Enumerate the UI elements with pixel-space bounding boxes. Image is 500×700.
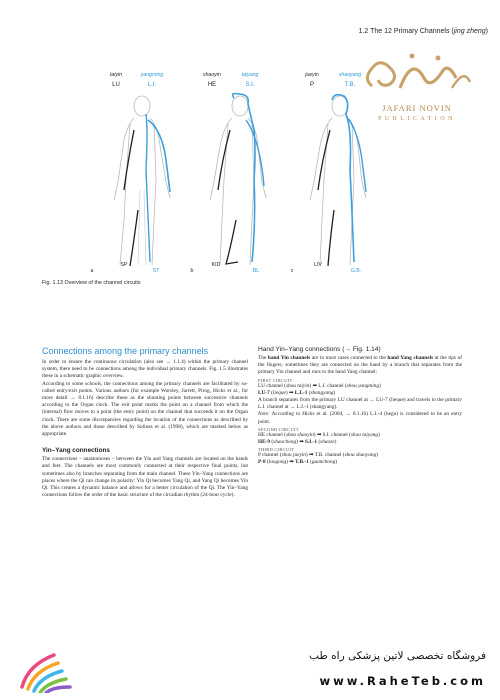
c2-l2-f: ( <box>317 439 321 446</box>
c1-l2-f: ( <box>307 389 311 396</box>
c1-l1-b: shou taiyin <box>285 382 310 389</box>
store-website[interactable]: www.RaheTeb.com <box>319 674 486 688</box>
c1-l2-a: LU-7 <box>258 389 270 396</box>
c2-l1-d: shou taiyang <box>350 431 379 438</box>
label-yang-name-a: yangming <box>140 72 164 78</box>
body-figure-c <box>310 95 366 266</box>
body-figure-b <box>210 94 266 266</box>
note-label: Note: <box>258 411 270 418</box>
label-yang-name-b: taiyang <box>241 72 259 78</box>
first-circuit-label: FIRST CIRCUIT <box>258 377 293 383</box>
store-banner <box>0 637 500 700</box>
c3-l2-h: ) <box>335 459 338 466</box>
c1-l1-a: LU channel ( <box>258 382 286 389</box>
label-yang-abbr-c: T.B. <box>344 82 356 88</box>
store-name-persian: فروشگاه تخصصی لاتین پزشکی راه طب <box>309 650 486 662</box>
figure-caption: Fig. 1.13 Overview of the channel circuits <box>42 280 141 286</box>
first-circuit-line-2 <box>258 390 462 397</box>
first-circuit-line-1 <box>258 383 462 390</box>
label-yin-abbr-b: HE <box>207 82 217 88</box>
paragraph-1: In order to ensure the continuous circulation (also see → 1.1.4) within the primary channel system, there need to be connections among the individual primary channels. Fig. 1.5 illustrates these in a schematic graphic overview. <box>42 359 248 380</box>
c2-l2-a: HE-9 <box>258 439 271 446</box>
logo-name: JAFARI NOVIN <box>382 103 452 113</box>
c2-l2-d: ) ➡ <box>296 439 305 446</box>
c3-l2-f: ( <box>308 459 312 466</box>
c2-l2-g: shaoze <box>320 439 335 446</box>
c3-l2-g: guanchong <box>311 459 336 466</box>
label-yin-abbr-c: P <box>309 82 314 88</box>
label-end-c: G.B. <box>350 268 362 274</box>
logo-sub: PUBLICATION <box>378 116 456 122</box>
intro-text-e: at the tips of the fingers; sometimes they are connected on the hand by a branch that separates from the primary Yin channel and runs to the hand Yang channel: <box>258 355 463 376</box>
c1-l2-h: ) <box>333 389 336 396</box>
intro-text-c: are in most cases connected to the <box>310 355 388 361</box>
c2-l2-h: ) <box>334 439 337 446</box>
panel-letter-a: a <box>90 268 94 274</box>
second-circuit-line-1 <box>258 432 462 439</box>
c1-l2-c: lieque <box>272 389 286 396</box>
running-header <box>359 28 488 35</box>
c3-l1-b: shou jueyin <box>281 452 306 459</box>
label-yang-name-c: shaoyang <box>338 72 362 78</box>
c3-l2-a: P-8 <box>258 459 266 466</box>
c2-l1-a: HE channel ( <box>258 431 286 438</box>
c2-l2-e: S.I.-1 <box>304 439 318 446</box>
label-yin-name-c: jueyin <box>305 72 319 78</box>
paragraph-3: The connections – anastomoses – between the Yin and Yang channels are located on the hands and feet. The channels are most commonly connected at their respective final points, but sometimes also by branches separating from the main channel. These Yin–Yang connections are places where the Qi can change its polarity: Yin Qi becomes Yang Qi, and Yang Qi becomes Yin Qi. This creates a dynamic balance and allows for a better circulation of the Qi. The Yin–Yang connections follow the order of the basic structure of the circadian rhythm (24-hour cycle). <box>42 456 248 499</box>
second-circuit-label: SECOND CIRCUIT <box>258 426 299 432</box>
c3-l1-a: P channel ( <box>258 452 282 459</box>
left-column <box>42 346 248 499</box>
c3-l1-c: ) ➡ T.B. channel ( <box>305 452 345 459</box>
third-circuit-label: THIRD CIRCUIT <box>258 447 295 453</box>
store-logo-icon <box>14 647 80 693</box>
c2-l1-c: ) ➡ S.I. channel ( <box>313 431 351 438</box>
c3-l1-e: ) <box>376 452 378 459</box>
c1-l2-e: L.I.-1 <box>294 389 308 396</box>
right-column <box>258 346 462 467</box>
c2-l2-b: ( <box>270 439 274 446</box>
channel-circuits-figure <box>90 90 390 270</box>
c3-l1-d: shou shaoyang <box>344 452 377 459</box>
label-yang-abbr-b: S.I. <box>245 82 255 88</box>
panel-letter-b: b <box>190 268 194 274</box>
section-title-italic: jing zheng <box>453 28 486 35</box>
label-start-c: LIV <box>314 262 322 268</box>
label-yang-abbr-a: L.I. <box>147 82 157 88</box>
c3-l2-b: ( <box>265 459 269 466</box>
c1-l1-e: ) <box>378 382 381 389</box>
first-circuit-paragraph: A branch separates from the primary LU channel at → LU-7 (lieque) and travels to the primary L.I. channel at → L.I.-1 (shangyang). <box>258 397 462 411</box>
first-circuit-note <box>258 411 462 425</box>
c1-l1-c: ) ➡ L.I. channel ( <box>309 382 347 389</box>
section-heading: Connections among the primary channels <box>42 346 209 356</box>
section-title: 1.2 The 12 Primary Channels ( <box>358 28 454 35</box>
subsection-heading: Yin–Yang connections <box>42 447 110 455</box>
c1-l2-g: shangyang <box>310 389 334 396</box>
label-yin-name-b: shaoyin <box>203 72 221 78</box>
c1-l2-b: ( <box>269 389 273 396</box>
label-yin-abbr-a: LU <box>112 82 120 88</box>
c3-l2-c: laogong <box>268 459 287 466</box>
intro-paragraph <box>258 355 462 377</box>
second-circuit-line-2 <box>258 439 462 446</box>
c2-l2-c: shaochong <box>273 439 297 446</box>
label-start-b: KID <box>211 262 221 268</box>
label-end-b: BL <box>252 268 260 274</box>
section-title-end: ) <box>485 28 488 35</box>
label-yin-name-a: taiyin <box>109 72 123 78</box>
c1-l2-d: ) ➡ <box>285 389 295 396</box>
c1-l1-d: shou yangming <box>346 382 379 389</box>
intro-text-a: The <box>258 355 268 361</box>
label-end-a: ST <box>152 268 160 274</box>
c3-l2-e: T.B.-1 <box>294 459 309 466</box>
label-start-a: SP <box>120 262 128 268</box>
body-figure-a <box>114 96 170 266</box>
panel-letter-c: c <box>290 268 294 274</box>
note-text: According to Hicks et al. (2004, → 8.1.16) L.I.-4 (hegu) is considered to be an entry point. <box>258 411 462 425</box>
c2-l1-e: ) <box>378 431 380 438</box>
paragraph-2: According to some schools, the connections among the primary channels are facilitated by so-called entry/exit points. Various authors (for example Worsley, Jarrett, Pirog, Hicks et al., for more detail → 8.1.16) describe these as the shunting points between successive channels according to the Organ clock. The exit point marks the point on a channel from which the (internal) flow moves to a point (the entry point) on the channel that succeeds it on the Organ clock. There are some discrepancies regarding the location of the connections as described by the above authors and those described by Solinas et al. (1998), which are marked below as appropriate. <box>42 380 248 438</box>
third-circuit-line-2 <box>258 459 462 466</box>
intro-bold-yang: hand Yang channels <box>387 355 434 361</box>
intro-bold-yin: hand Yin channels <box>267 355 311 361</box>
paragraph-intro <box>42 359 248 438</box>
hand-connections-heading: Hand Yin–Yang connections (→ Fig. 1.14) <box>258 346 381 353</box>
c3-l2-d: ) ➡ <box>286 459 295 466</box>
c2-l1-b: shou shaoyin <box>285 431 314 438</box>
